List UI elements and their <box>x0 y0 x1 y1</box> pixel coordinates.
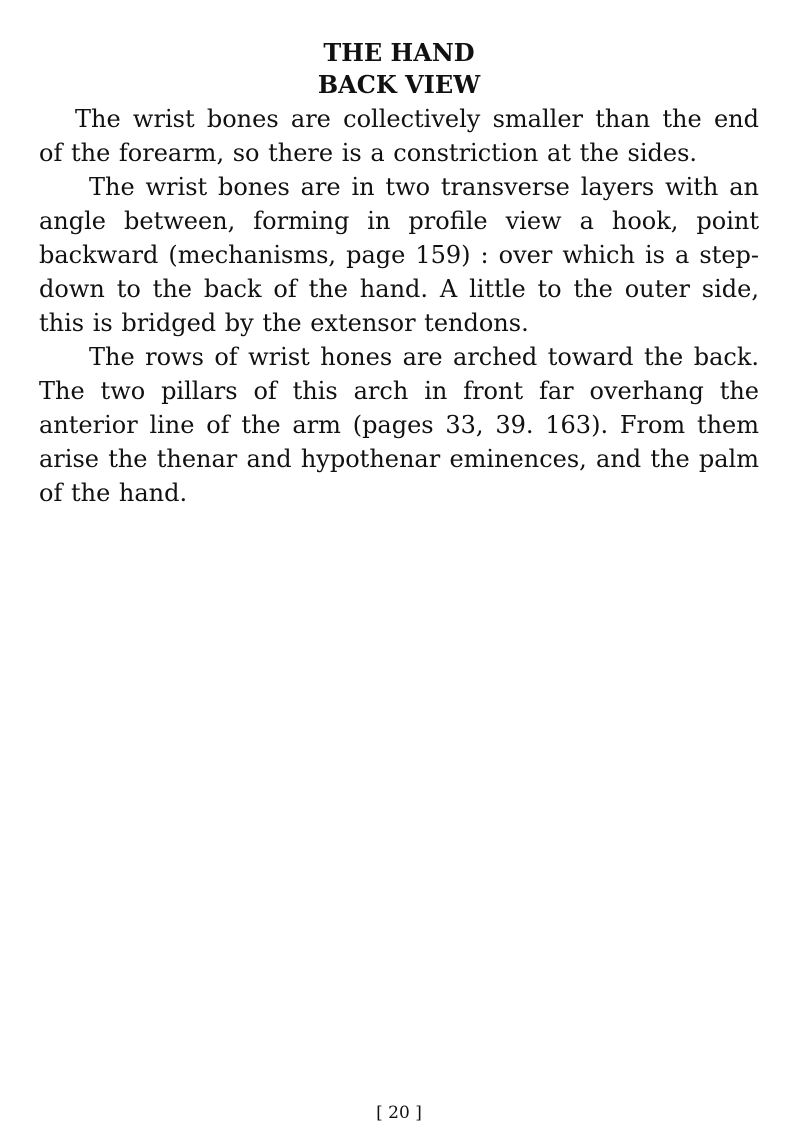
book-page <box>39 0 759 1134</box>
paragraph-1: The wrist bones are collectively smaller than the end of the forearm, so there is a constriction at the sides. <box>39 105 759 167</box>
page-number: [ 20 ] <box>376 1103 422 1123</box>
paragraph-3: The rows of wrist hones are arched toward the back. The two pillars of this arch in front far overhang the anterior line of the arm (pages 33, 39. 163). From them arise the thenar and hypothenar eminences, and the palm of the hand. <box>39 343 759 507</box>
body-text <box>39 102 759 510</box>
page-subtitle: BACK VIEW <box>317 70 481 99</box>
page-title: THE HAND <box>323 38 475 67</box>
paragraph-2: The wrist bones are in two transverse layers with an angle between, forming in profile view a hook, point backward (mechanisms, page 159) : over which is a step-down to the back of the hand. A little to the outer side, this is bridged by the extensor tendons. <box>39 173 759 337</box>
